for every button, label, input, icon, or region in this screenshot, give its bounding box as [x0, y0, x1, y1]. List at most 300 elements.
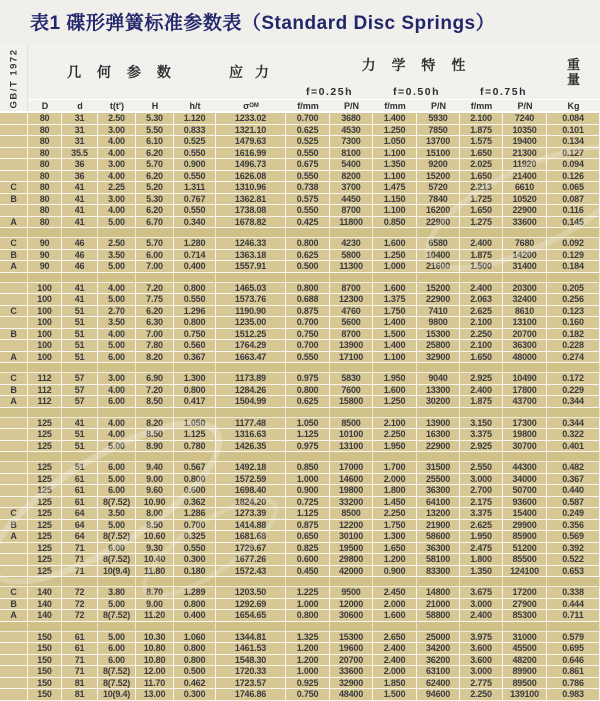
table-cell: 15300	[330, 632, 373, 643]
separator-cell	[503, 408, 547, 417]
separator-cell	[62, 577, 98, 586]
table-cell: 90	[28, 261, 62, 272]
table-cell: 2.100	[460, 317, 503, 328]
table-cell: 1.650	[460, 205, 503, 216]
table-cell: 5.00	[98, 441, 136, 452]
table-cell: 21300	[503, 148, 547, 159]
type-letter-cell	[0, 474, 28, 485]
table-cell: 6.30	[136, 317, 174, 328]
table-cell: 1572.59	[216, 474, 286, 485]
table-cell: 72	[62, 599, 98, 610]
table-cell: 5.50	[136, 125, 174, 136]
table-cell: 0.550	[174, 171, 216, 182]
type-letter-cell: B	[0, 329, 28, 340]
table-cell: 0.401	[547, 441, 600, 452]
table-cell: 64	[62, 520, 98, 531]
table-cell: 5830	[330, 373, 373, 384]
table-cell: 36300	[417, 485, 460, 496]
table-cell: 2.400	[460, 385, 503, 396]
table-cell: 25500	[417, 474, 460, 485]
table-cell: 5.00	[98, 340, 136, 351]
table-cell: 1.725	[460, 194, 503, 205]
table-cell: 125	[28, 485, 62, 496]
table-row	[0, 125, 600, 137]
table-cell: 1177.48	[216, 418, 286, 429]
table-row	[0, 194, 600, 206]
col-header-pn-025: P/N	[330, 99, 373, 111]
table-cell: 1654.65	[216, 610, 286, 621]
table-cell: 1677.26	[216, 554, 286, 565]
table-cell: 5.20	[136, 182, 174, 193]
table-cell: 80	[28, 171, 62, 182]
table-cell: 7300	[330, 136, 373, 147]
type-letter-cell: B	[0, 520, 28, 531]
table-cell: 1.500	[460, 261, 503, 272]
table-cell: 2.025	[460, 159, 503, 170]
table-cell: 1.350	[460, 566, 503, 577]
table-cell: 1572.43	[216, 566, 286, 577]
col-header-fmm-075: f/mm	[460, 99, 503, 111]
separator-cell	[0, 408, 28, 417]
table-cell: 4.00	[98, 283, 136, 294]
separator-cell	[0, 228, 28, 237]
table-cell: 1723.57	[216, 678, 286, 689]
table-cell: 1.800	[373, 485, 417, 496]
separator-cell	[286, 363, 330, 372]
separator-cell	[417, 577, 460, 586]
table-cell: 1626.08	[216, 171, 286, 182]
separator-cell	[547, 408, 600, 417]
table-cell: 2.700	[460, 485, 503, 496]
table-cell: 0.800	[174, 474, 216, 485]
type-letter-cell	[0, 148, 28, 159]
table-cell: 0.825	[286, 543, 330, 554]
table-cell: 1.150	[373, 194, 417, 205]
table-cell: 125	[28, 497, 62, 508]
table-cell: 0.850	[373, 217, 417, 228]
table-row	[0, 205, 600, 217]
table-cell: 36	[62, 171, 98, 182]
type-letter-cell	[0, 113, 28, 124]
table-cell: 0.229	[547, 385, 600, 396]
table-cell: 71	[62, 554, 98, 565]
table-cell: 112	[28, 396, 62, 407]
table-cell: 1.250	[373, 250, 417, 261]
table-cell: 5600	[330, 317, 373, 328]
separator-cell	[98, 228, 136, 237]
type-letter-cell: A	[0, 396, 28, 407]
table-cell: 0.650	[286, 531, 330, 542]
header-weight-char1: 重	[566, 57, 580, 72]
table-cell: 3.675	[460, 587, 503, 598]
type-letter-cell	[0, 340, 28, 351]
table-cell: 36200	[417, 655, 460, 666]
table-cell: 80	[28, 113, 62, 124]
table-cell: 8500	[330, 508, 373, 519]
table-cell: 1173.89	[216, 373, 286, 384]
type-letter-cell: A	[0, 261, 28, 272]
table-cell: 4530	[330, 125, 373, 136]
table-cell: 6.00	[98, 352, 136, 363]
type-letter-cell: C	[0, 587, 28, 598]
table-cell: 0.560	[174, 340, 216, 351]
table-cell: 19800	[330, 485, 373, 496]
table-cell: 0.550	[174, 148, 216, 159]
group-separator	[0, 273, 600, 283]
table-cell: 125	[28, 520, 62, 531]
table-cell: 0.600	[286, 554, 330, 565]
table-cell: 4.00	[98, 418, 136, 429]
table-cell: 1.286	[174, 508, 216, 519]
group-separator	[0, 228, 600, 238]
type-letter-cell	[0, 418, 28, 429]
table-cell: 0.322	[547, 429, 600, 440]
table-cell: 48000	[503, 352, 547, 363]
col-header-kg: Kg	[547, 99, 600, 111]
table-row	[0, 599, 600, 611]
table-cell: 71	[62, 566, 98, 577]
table-row	[0, 485, 600, 497]
table-cell: 8(7.52)	[98, 610, 136, 621]
table-cell: 11300	[330, 261, 373, 272]
table-cell: 3680	[330, 113, 373, 124]
table-cell: 2.400	[460, 610, 503, 621]
table-cell: 1.100	[373, 352, 417, 363]
table-cell: 1.950	[460, 531, 503, 542]
table-cell: 1.289	[174, 587, 216, 598]
table-cell: 12000	[330, 599, 373, 610]
table-row	[0, 113, 600, 125]
table-row	[0, 418, 600, 430]
table-cell: 43700	[503, 396, 547, 407]
separator-cell	[136, 622, 174, 631]
type-letter-cell	[0, 159, 28, 170]
group-separator	[0, 363, 600, 373]
table-cell: 125	[28, 474, 62, 485]
table-cell: 10100	[330, 429, 373, 440]
table-cell: 61	[62, 474, 98, 485]
separator-cell	[503, 228, 547, 237]
table-cell: 17000	[330, 462, 373, 473]
table-cell: 7240	[503, 113, 547, 124]
table-cell: 0.127	[547, 148, 600, 159]
table-cell: 125	[28, 418, 62, 429]
table-cell: 7410	[417, 306, 460, 317]
col-header-D: D	[28, 99, 62, 111]
table-cell: 0.550	[174, 205, 216, 216]
table-cell: 0.750	[286, 329, 330, 340]
table-cell: 2.250	[460, 689, 503, 700]
col-header-fmm-050: f/mm	[373, 99, 417, 111]
table-cell: 1.650	[373, 543, 417, 554]
standard-code: GB/T 1972	[8, 48, 19, 108]
table-cell: 63100	[417, 666, 460, 677]
table-cell: 10350	[503, 125, 547, 136]
table-cell: 3.600	[460, 655, 503, 666]
table-cell: 0.340	[174, 217, 216, 228]
group-separator	[0, 452, 600, 462]
table-cell: 3.00	[98, 373, 136, 384]
table-row	[0, 666, 600, 678]
table-cell: 19600	[330, 643, 373, 654]
table-cell: 41	[62, 205, 98, 216]
table-row	[0, 283, 600, 295]
separator-cell	[216, 622, 286, 631]
separator-cell	[417, 363, 460, 372]
table-cell: 21400	[503, 171, 547, 182]
table-cell: 22900	[503, 205, 547, 216]
table-cell: 0.600	[174, 485, 216, 496]
table-cell: 0.875	[286, 520, 330, 531]
table-cell: 1.600	[373, 385, 417, 396]
table-cell: 13100	[330, 441, 373, 452]
type-letter-cell	[0, 441, 28, 452]
table-cell: 80	[28, 205, 62, 216]
table-cell: 0.688	[286, 294, 330, 305]
table-cell: 0.750	[174, 329, 216, 340]
table-cell: 1746.86	[216, 689, 286, 700]
table-cell: 1.000	[373, 261, 417, 272]
table-cell: 80	[28, 136, 62, 147]
table-cell: 150	[28, 643, 62, 654]
table-cell: 0.833	[174, 125, 216, 136]
table-cell: 17300	[503, 418, 547, 429]
separator-cell	[286, 577, 330, 586]
table-cell: 2.550	[460, 462, 503, 473]
table-cell: 0.800	[286, 283, 330, 294]
table-cell: 42000	[330, 566, 373, 577]
table-cell: 3.975	[460, 632, 503, 643]
table-cell: 0.338	[547, 587, 600, 598]
col-header-d: d	[62, 99, 98, 111]
table-cell: 0.900	[174, 159, 216, 170]
table-cell: 15200	[417, 283, 460, 294]
type-letter-cell	[0, 554, 28, 565]
table-cell: 6.00	[98, 543, 136, 554]
table-cell: 14600	[330, 474, 373, 485]
separator-cell	[174, 622, 216, 631]
separator-cell	[547, 363, 600, 372]
type-letter-cell	[0, 566, 28, 577]
table-cell: 1426.35	[216, 441, 286, 452]
table-cell: 0.786	[547, 678, 600, 689]
table-cell: 85900	[503, 531, 547, 542]
separator-cell	[373, 273, 417, 282]
table-cell: 5.00	[98, 217, 136, 228]
table-cell: 16200	[417, 205, 460, 216]
table-cell: 0.567	[174, 462, 216, 473]
header-weight	[547, 45, 600, 99]
table-cell: 9.40	[136, 462, 174, 473]
separator-cell	[136, 273, 174, 282]
separator-cell	[417, 408, 460, 417]
table-cell: 0.780	[174, 441, 216, 452]
table-cell: 12300	[330, 294, 373, 305]
type-letter-cell	[0, 171, 28, 182]
table-cell: 0.450	[286, 566, 330, 577]
table-cell: 80	[28, 148, 62, 159]
table-cell: 80	[28, 125, 62, 136]
table-cell: 57	[62, 373, 98, 384]
table-row	[0, 171, 600, 183]
table-cell: 1698.40	[216, 485, 286, 496]
separator-cell	[503, 622, 547, 631]
table-cell: 8610	[503, 306, 547, 317]
table-cell: 0.861	[547, 666, 600, 677]
table-cell: 15800	[330, 396, 373, 407]
table-cell: 33600	[330, 666, 373, 677]
table-cell: 1.575	[460, 136, 503, 147]
separator-cell	[98, 452, 136, 461]
table-row	[0, 678, 600, 690]
table-cell: 9040	[417, 373, 460, 384]
col-header-fmm-025: f/mm	[286, 99, 330, 111]
table-cell: 83300	[417, 566, 460, 577]
table-cell: 1.875	[460, 250, 503, 261]
table-cell: 1414.88	[216, 520, 286, 531]
type-letter-cell	[0, 485, 28, 496]
type-letter-cell: B	[0, 194, 28, 205]
table-cell: 0.184	[547, 261, 600, 272]
separator-cell	[62, 228, 98, 237]
table-cell: 6610	[503, 182, 547, 193]
table-cell: 1190.90	[216, 306, 286, 317]
table-row	[0, 148, 600, 160]
separator-cell	[28, 363, 62, 372]
table-row	[0, 238, 600, 250]
table-cell: 6.20	[136, 205, 174, 216]
table-cell: 1.050	[174, 418, 216, 429]
table-cell: 8.90	[136, 441, 174, 452]
table-cell: 1.950	[373, 373, 417, 384]
table-cell: 1235.00	[216, 317, 286, 328]
separator-cell	[216, 228, 286, 237]
table-cell: 3.80	[98, 587, 136, 598]
table-body	[0, 113, 600, 701]
separator-cell	[547, 452, 600, 461]
table-cell: 6.20	[136, 148, 174, 159]
table-cell: 51	[62, 329, 98, 340]
table-cell: 1.296	[174, 306, 216, 317]
table-cell: 19800	[503, 429, 547, 440]
type-letter-cell	[0, 655, 28, 666]
table-row	[0, 462, 600, 474]
type-letter-cell: A	[0, 217, 28, 228]
table-cell: 2.925	[460, 373, 503, 384]
table-cell: 0.249	[547, 508, 600, 519]
table-cell: 5.30	[136, 113, 174, 124]
table-cell: 10.80	[136, 643, 174, 654]
table-cell: 1246.33	[216, 238, 286, 249]
table-cell: 46	[62, 238, 98, 249]
table-cell: 0.695	[547, 643, 600, 654]
table-cell: 31	[62, 125, 98, 136]
table-cell: 13300	[417, 385, 460, 396]
table-cell: 9.00	[136, 599, 174, 610]
separator-cell	[174, 273, 216, 282]
table-cell: 0.675	[286, 159, 330, 170]
table-cell: 1.200	[373, 554, 417, 565]
table-cell: 12.00	[136, 666, 174, 677]
table-cell: 140	[28, 610, 62, 621]
separator-cell	[0, 363, 28, 372]
table-cell: 6.20	[136, 306, 174, 317]
table-cell: 80	[28, 217, 62, 228]
table-cell: 1.125	[286, 508, 330, 519]
table-cell: 15400	[503, 508, 547, 519]
table-cell: 1.600	[373, 238, 417, 249]
table-cell: 8.50	[136, 429, 174, 440]
separator-cell	[373, 622, 417, 631]
table-cell: 61	[62, 497, 98, 508]
table-cell: 150	[28, 689, 62, 700]
table-cell: 2.50	[98, 238, 136, 249]
table-row	[0, 352, 600, 364]
table-cell: 1.650	[460, 148, 503, 159]
separator-cell	[28, 452, 62, 461]
table-cell: 0.587	[547, 497, 600, 508]
table-cell: 8.50	[136, 396, 174, 407]
table-cell: 36300	[417, 543, 460, 554]
separator-cell	[460, 452, 503, 461]
table-cell: 0.205	[547, 283, 600, 294]
table-row	[0, 566, 600, 578]
table-cell: 89900	[503, 666, 547, 677]
separator-cell	[98, 408, 136, 417]
separator-cell	[28, 228, 62, 237]
table-row	[0, 508, 600, 520]
separator-cell	[373, 452, 417, 461]
separator-cell	[98, 363, 136, 372]
table-cell: 4.00	[98, 429, 136, 440]
table-cell: 2.250	[373, 429, 417, 440]
table-cell: 1.120	[174, 113, 216, 124]
table-cell: 0.300	[174, 689, 216, 700]
table-cell: 0.925	[286, 678, 330, 689]
table-cell: 0.400	[174, 261, 216, 272]
table-cell: 2.625	[460, 520, 503, 531]
table-cell: 20700	[330, 655, 373, 666]
table-cell: 1.125	[174, 429, 216, 440]
table-cell: 0.625	[286, 250, 330, 261]
separator-cell	[373, 577, 417, 586]
table-cell: 10400	[417, 250, 460, 261]
table-cell: 8100	[330, 148, 373, 159]
table-cell: 50700	[503, 485, 547, 496]
table-cell: 46	[62, 250, 98, 261]
type-letter-cell	[0, 136, 28, 147]
table-cell: 0.362	[174, 497, 216, 508]
table-cell: 0.625	[286, 396, 330, 407]
table-cell: 32900	[417, 352, 460, 363]
table-cell: 5.00	[98, 261, 136, 272]
table-cell: 0.646	[547, 655, 600, 666]
table-cell: 7600	[330, 385, 373, 396]
col-header-pn-075: P/N	[503, 99, 547, 111]
table-cell: 8.50	[136, 520, 174, 531]
separator-cell	[0, 577, 28, 586]
table-cell: 41	[62, 294, 98, 305]
table-cell: 8(7.52)	[98, 554, 136, 565]
table-cell: 2.70	[98, 306, 136, 317]
table-cell: 1.600	[373, 283, 417, 294]
table-cell: 61	[62, 485, 98, 496]
type-letter-cell	[0, 632, 28, 643]
type-letter-cell	[0, 294, 28, 305]
table-cell: 1663.47	[216, 352, 286, 363]
table-cell: 20700	[503, 329, 547, 340]
table-cell: 2.650	[373, 632, 417, 643]
